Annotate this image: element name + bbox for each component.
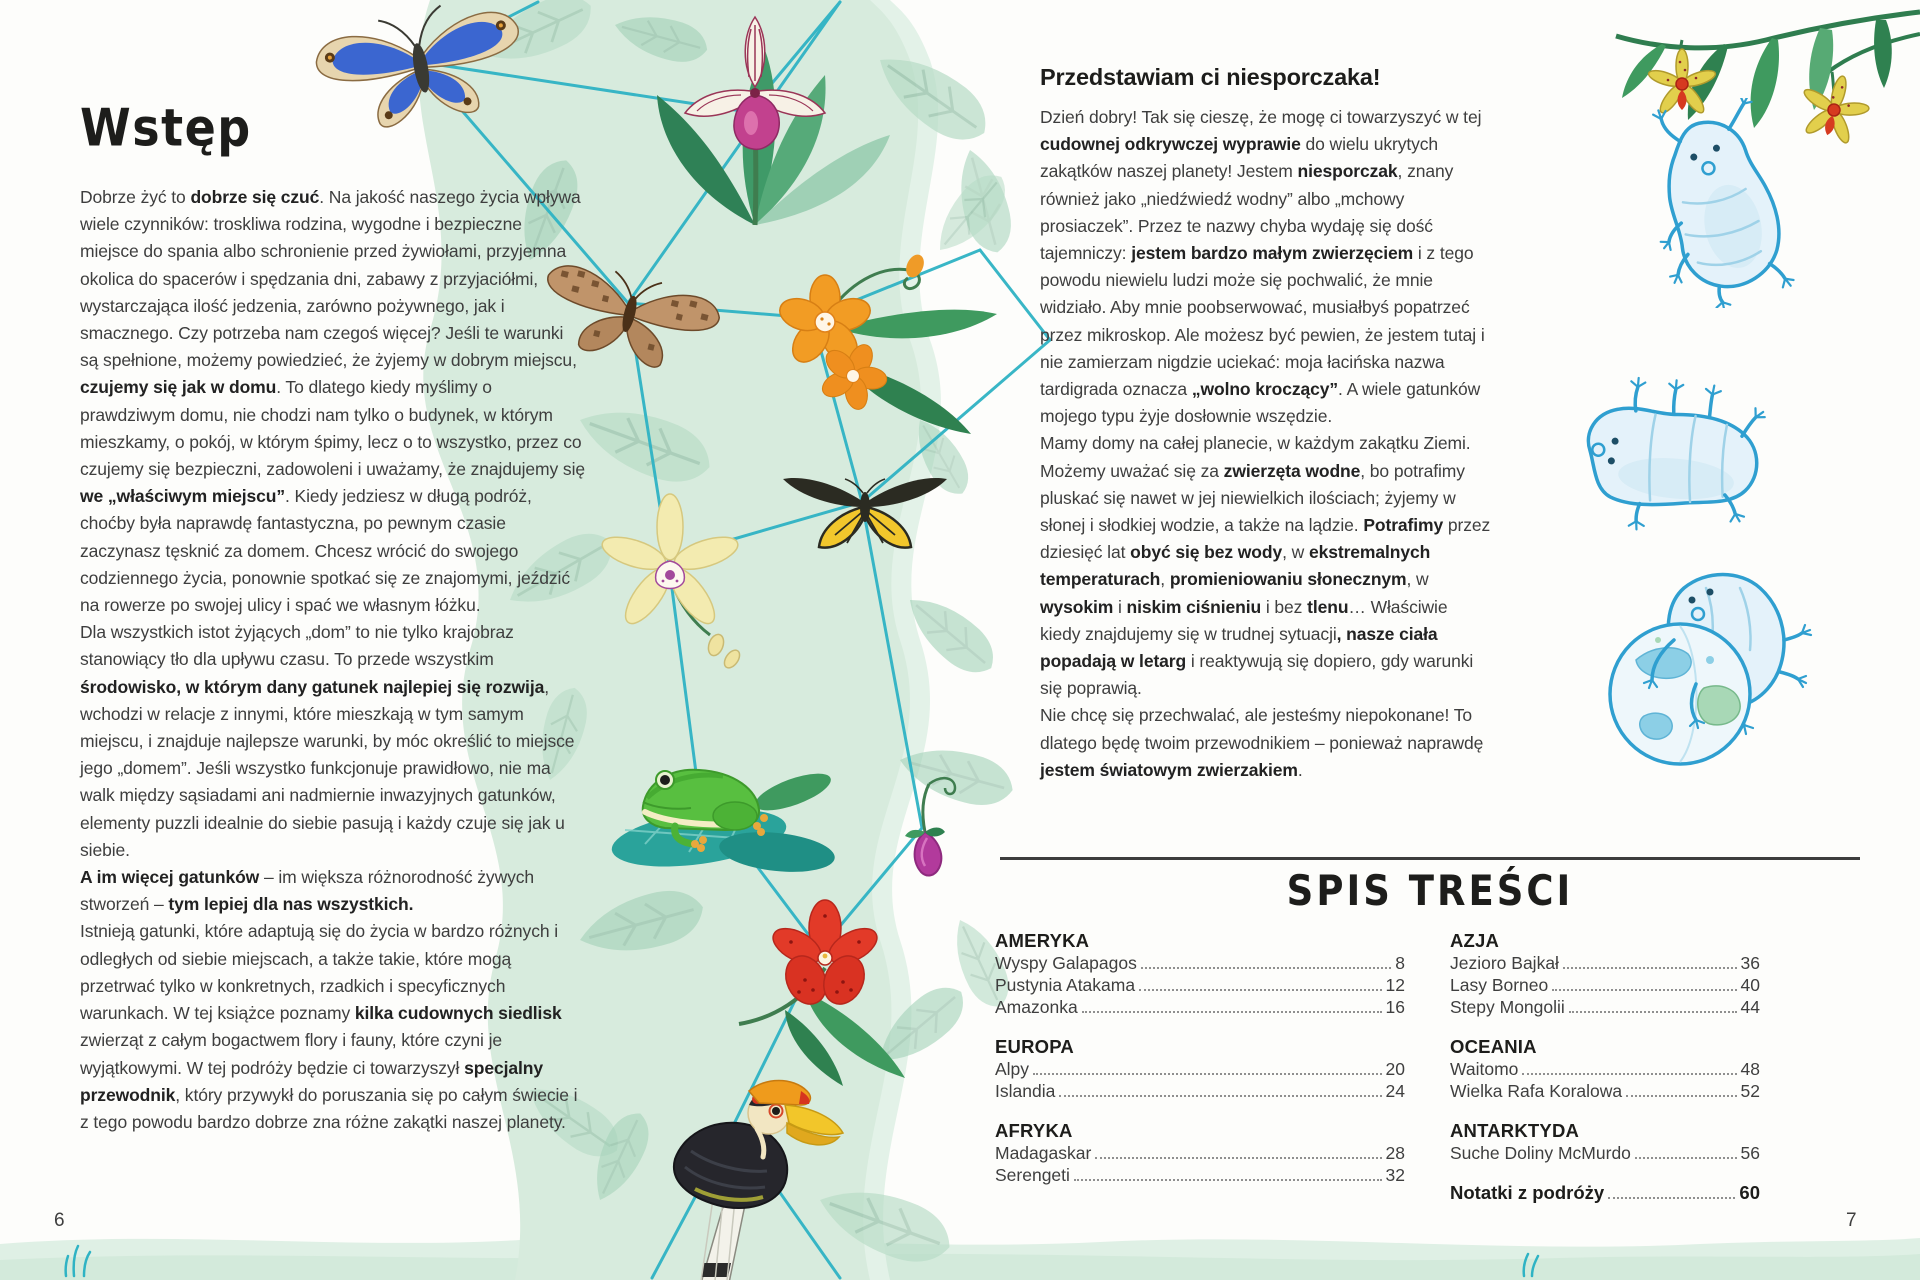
toc-entry [995,1059,1405,1081]
table-of-contents [995,930,1760,1204]
toc-entry-label: Suche Doliny McMurdo [1450,1143,1631,1163]
toc-entry [1450,1182,1760,1204]
toc-dotted-leader [1635,1157,1737,1159]
page-number-left: 6 [54,1210,65,1231]
tardigrade-paragraph-1: Dzień dobry! Tak się cieszę, że mogę ci towarzyszyć w tej cudownej odkrywczej wyprawie do wielu ukrytych zakątków naszej planety! Jestem niesporczak, znany również jako „niedźwiedź wodny” albo „mchowy prosiaczek”. Przez te nazwy chyba wydaję się dość tajemniczy: jestem bardzo małym zwierzęciem i z tego powodu niewielu ludzi może się pochwalić, że mnie widziało. Aby mnie poobserwować, musiałbyś popatrzeć przez mikroskop. Ale możesz być pewien, że jestem tutaj i nie zamierzam nigdzie uciekać: moja łacińska nazwa tardigrada oznacza „wolno kroczący”. A wiele gatunków mojego typu żyje dosłownie wszędzie. [1040,107,1485,427]
toc-group [1450,1120,1760,1165]
toc-group [995,1036,1405,1103]
toc-entry-label: Wyspy Galapagos [995,953,1137,973]
toc-entry-page: 24 [1385,1081,1405,1101]
toc-entry [1450,975,1760,997]
toc-dotted-leader [1626,1095,1736,1097]
toc-entry [995,1165,1405,1187]
toc-entry [995,1143,1405,1165]
section-divider [1000,857,1860,860]
toc-entry-label: Jezioro Bajkał [1450,953,1559,973]
toc-entry-label: Pustynia Atakama [995,975,1136,995]
toc-entry [1450,953,1760,975]
toc-entry-label: Serengeti [995,1165,1070,1185]
tardigrade-waving-icon [1628,98,1818,308]
toc-continent-heading: AZJA [1450,930,1500,951]
toc-group [1450,930,1760,1019]
toc-dotted-leader [1569,1011,1737,1013]
toc-continent-heading: AFRYKA [995,1120,1073,1141]
intro-paragraph-4: Istnieją gatunki, które adaptują się do życia w bardzo różnych i odległych od siebie miejscach, a także takie, które mogą przetrwać tylko w konkretnych, rzadkich i specyficznych warunkach. W tej książce poznamy kilka cudownych siedlisk zwierząt z całym bogactwem flory i fauny, które czyni je wyjątkowymi. W tej podróży będzie ci towarzyszył specjalny przewodnik, który przywykł do poruszania się po całym świecie i z tego powodu bardzo dobrze zna różne zakątki naszej planety. [80,921,578,1132]
toc-entry-page: 8 [1395,953,1405,973]
toc-entry-page: 60 [1739,1182,1760,1203]
toc-entry-page: 48 [1740,1059,1760,1079]
right-page-heading: Przedstawiam ci niesporczaka! [1040,64,1381,90]
toc-entry-label: Alpy [995,1059,1030,1079]
toc-entry [1450,997,1760,1019]
toc-entry [995,953,1405,975]
toc-dotted-leader [1141,967,1391,969]
purple-bud-icon [905,778,955,875]
toc-entry-page: 52 [1740,1081,1760,1101]
toc-group [1450,1036,1760,1103]
toc-entry [995,975,1405,997]
page-number-right: 7 [1846,1210,1857,1231]
toc-dotted-leader [1095,1157,1381,1159]
toc-entry-label: Madagaskar [995,1143,1092,1163]
toc-column-1 [995,930,1405,1204]
toc-dotted-leader [1522,1073,1736,1075]
toc-entry-page: 32 [1385,1165,1405,1185]
toc-entry-label: Islandia [995,1081,1056,1101]
intro-paragraph-3: A im więcej gatunków – im większa różnorodność żywych stworzeń – tym lepiej dla nas wszystkich. [80,867,535,915]
intro-paragraph-2: Dla wszystkich istot żyjących „dom” to nie tylko krajobraz stanowiący tło dla upływu czasu. To przede wszystkim środowisko, w którym dany gatunek najlepiej się rozwija, wchodzi w relacje z innymi, które mieszkają w tym samym miejscu, i znajduje najlepsze warunki, by móc określić to miejsce jego „domem”. Jeśli wszystko funkcjonuje prawidłowo, nie ma walk między sąsiadami ani nadmiernie inwazyjnych gatunków, elementy puzzli idealnie do siebie pasują i każdy czuje się jak u siebie. [80,622,575,860]
toc-entry [1450,1059,1760,1081]
tardigrade-globe-icon [1588,548,1828,773]
toc-group [995,1120,1405,1187]
tardigrade-paragraph-2: Mamy domy na całej planecie, w każdym zakątku Ziemi. Możemy uważać się za zwierzęta wodne, bo potrafimy pluskać się nawet w jej niewielkich ilościach; żyjemy w słonej i słodkiej wodzie, a także na lądzie. Potrafimy przez dziesięć lat obyć się bez wody, w ekstremalnych temperaturach, promieniowaniu słonecznym, w wysokim i niskim ciśnieniu i bez tlenu… Właściwie kiedy znajdujemy się w trudnej sytuacji, nasze ciała popadają w letarg i reaktywują się dopiero, gdy warunki się poprawią. [1040,433,1491,699]
toc-continent-heading: OCEANIA [1450,1036,1537,1057]
toc-entry-page: 12 [1385,975,1405,995]
toc-group [995,930,1405,1019]
toc-entry-page: 16 [1385,997,1405,1017]
right-page-content [1040,64,1492,784]
toc-continent-heading: AMERYKA [995,930,1090,951]
toc-continent-heading: EUROPA [995,1036,1074,1057]
toc-dotted-leader [1563,967,1737,969]
left-page-title: Wstęp [80,97,252,158]
toc-dotted-leader [1552,989,1736,991]
toc-entry-page: 56 [1740,1143,1760,1163]
tardigrade-paragraph-3: Nie chcę się przechwalać, ale jesteśmy niepokonane! To dlatego będę twoim przewodnikiem – ponieważ naprawdę jestem światowym zwierzakiem. [1040,705,1484,780]
earth-globe-icon [1610,624,1750,764]
toc-continent-heading: ANTARKTYDA [1450,1120,1580,1141]
toc-entry-page: 44 [1740,997,1760,1017]
toc-entry-page: 40 [1740,975,1760,995]
toc-dotted-leader [1059,1095,1381,1097]
toc-entry [1450,1143,1760,1165]
toc-entry-label: Lasy Borneo [1450,975,1549,995]
tardigrade-floating-icon [1548,356,1793,556]
left-page-content [80,97,585,1136]
toc-entry-label: Notatki z podróży [1450,1182,1605,1203]
toc-dotted-leader [1033,1073,1381,1075]
toc-entry [1450,1081,1760,1103]
toc-entry-page: 20 [1385,1059,1405,1079]
toc-entry-label: Amazonka [995,997,1078,1017]
toc-entry-page: 36 [1740,953,1760,973]
toc-title: SPIS TREŚCI [1286,866,1574,915]
toc-entry [995,997,1405,1019]
toc-entry-page: 28 [1385,1143,1405,1163]
toc-dotted-leader [1074,1179,1382,1181]
toc-entry-label: Wielka Rafa Koralowa [1450,1081,1623,1101]
intro-paragraph-1: Dobrze żyć to dobrze się czuć. Na jakość naszego życia wpływa wiele czynników: troskliwa rodzina, wygodne i bezpieczne miejsce do spania albo schronienie przed żywiołami, przyjemna okolica do spacerów i spędzania dni, zabawy z przyjaciółmi, wystarczająca ilość jedzenia, zarówno pożywnego, jak i smacznego. Czy potrzeba nam czegoś więcej? Jeśli te warunki są spełnione, możemy powiedzieć, że żyjemy w dobrym miejscu, czujemy się jak w domu. To dlatego kiedy myślimy o prawdziwym domu, nie chodzi nam tylko o budynek, w którym mieszkamy, o pokój, w którym śpimy, lecz o to wszystko, przez co czujemy się bezpieczni, zadowoleni i uważamy, że znajdujemy się we „właściwym miejscu”. Kiedy jedziesz w długą podróż, choćby była naprawdę fantastyczna, po pewnym czasie zaczynasz tęsknić za domem. Chcesz wrócić do swojego codziennego życia, ponownie spotkać się ze znajomymi, jeździć na rowerze po swojej ulicy i spać we własnym łóżku. [80,187,585,616]
toc-entry-label: Stepy Mongolii [1450,997,1565,1017]
toc-entry-label: Waitomo [1450,1059,1519,1079]
toc-dotted-leader [1608,1197,1735,1199]
toc-column-2 [1450,930,1760,1204]
toc-dotted-leader [1139,989,1381,991]
toc-entry [995,1081,1405,1103]
toc-dotted-leader [1082,1011,1382,1013]
